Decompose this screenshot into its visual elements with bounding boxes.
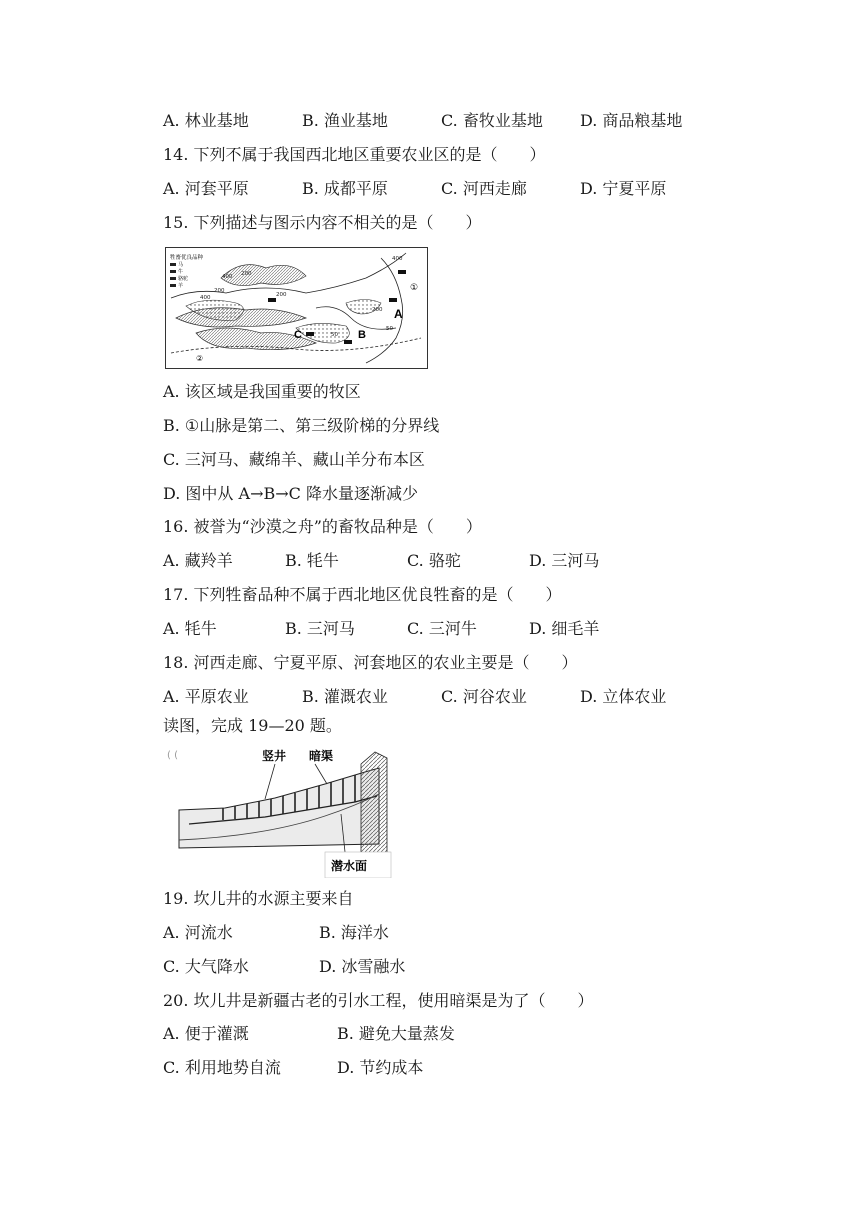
q15-option-c[interactable]: C. 三河马、藏绵羊、藏山羊分布本区 xyxy=(163,450,425,469)
q14-option-d[interactable]: D. 宁夏平原 xyxy=(580,179,667,198)
q18-option-a[interactable]: A. 平原农业 xyxy=(163,687,249,706)
q15-option-a[interactable]: A. 该区域是我国重要的牧区 xyxy=(163,382,361,401)
q15-stem: 15. 下列描述与图示内容不相关的是（ ） xyxy=(163,213,482,232)
contour-label: 200 xyxy=(276,292,287,298)
q16-option-b[interactable]: B. 牦牛 xyxy=(285,551,339,570)
contour-label: 50 xyxy=(386,326,393,332)
q14-stem: 14. 下列不属于我国西北地区重要农业区的是（ ） xyxy=(163,145,546,164)
q13-option-c[interactable]: C. 畜牧业基地 xyxy=(441,111,543,130)
q19-option-d[interactable]: D. 冰雪融水 xyxy=(319,957,406,976)
q16-option-c[interactable]: C. 骆驼 xyxy=(407,551,461,570)
q18-option-b[interactable]: B. 灌溉农业 xyxy=(302,687,388,706)
read-figure-intro: 读图，完成 19—20 题。 xyxy=(163,716,342,735)
q17-option-b[interactable]: B. 三河马 xyxy=(285,619,355,638)
legend-horse: 马 xyxy=(178,262,184,268)
q14-option-b[interactable]: B. 成都平原 xyxy=(302,179,388,198)
q20-stem: 20. 坎儿井是新疆古老的引水工程，使用暗渠是为了（ ） xyxy=(163,991,594,1010)
mountain-2-label: ② xyxy=(196,354,204,363)
northwest-livestock-map xyxy=(165,247,428,369)
contour-label: 50 xyxy=(331,332,338,338)
q13-option-a[interactable]: A. 林业基地 xyxy=(163,111,249,130)
shaft-label: 竖井 xyxy=(262,749,287,763)
q16-option-d[interactable]: D. 三河马 xyxy=(529,551,600,570)
q16-option-a[interactable]: A. 藏羚羊 xyxy=(163,551,233,570)
legend-title: 牲畜优良品种 xyxy=(170,255,204,261)
q17-stem: 17. 下列牲畜品种不属于西北地区优良牲畜的是（ ） xyxy=(163,585,562,604)
legend-camel: 骆驼 xyxy=(178,276,189,282)
q13-option-d[interactable]: D. 商品粮基地 xyxy=(580,111,683,130)
q17-option-a[interactable]: A. 牦牛 xyxy=(163,619,217,638)
legend-cattle: 牛 xyxy=(178,269,184,275)
legend-sheep: 羊 xyxy=(178,283,184,289)
q20-option-d[interactable]: D. 节约成本 xyxy=(337,1058,424,1077)
q18-option-d[interactable]: D. 立体农业 xyxy=(580,687,667,706)
contour-label: 400 xyxy=(222,274,233,280)
q14-option-c[interactable]: C. 河西走廊 xyxy=(441,179,527,198)
contour-label: 200 xyxy=(372,307,383,313)
water-table-label: 潜水面 xyxy=(331,859,368,873)
canal-label: 暗渠 xyxy=(309,749,334,763)
contour-label: 400 xyxy=(200,295,211,301)
q19-option-a[interactable]: A. 河流水 xyxy=(163,923,233,942)
mountain-1-label: ① xyxy=(410,283,419,293)
q18-stem: 18. 河西走廊、宁夏平原、河套地区的农业主要是（ ） xyxy=(163,653,578,672)
contour-label: 400 xyxy=(392,256,403,262)
svg-text:( (: ( ( xyxy=(167,750,178,761)
karez-drawing xyxy=(165,744,397,878)
point-b-label: B xyxy=(358,329,366,341)
q14-option-a[interactable]: A. 河套平原 xyxy=(163,179,249,198)
q19-option-c[interactable]: C. 大气降水 xyxy=(163,957,249,976)
point-c-label: C xyxy=(294,329,302,341)
q17-option-c[interactable]: C. 三河牛 xyxy=(407,619,477,638)
karez-diagram xyxy=(165,744,397,878)
contour-label: 200 xyxy=(241,271,252,277)
q20-option-b[interactable]: B. 避免大量蒸发 xyxy=(337,1024,455,1043)
q15-option-d[interactable]: D. 图中从 A→B→C 降水量逐渐减少 xyxy=(163,484,418,503)
q20-option-c[interactable]: C. 利用地势自流 xyxy=(163,1058,281,1077)
q13-option-b[interactable]: B. 渔业基地 xyxy=(302,111,388,130)
q18-option-c[interactable]: C. 河谷农业 xyxy=(441,687,527,706)
q15-option-b[interactable]: B. ①山脉是第二、第三级阶梯的分界线 xyxy=(163,416,440,435)
contour-label: 200 xyxy=(214,288,225,294)
map-drawing xyxy=(166,248,427,368)
q16-stem: 16. 被誉为“沙漠之舟”的畜牧品种是（ ） xyxy=(163,517,482,536)
q17-option-d[interactable]: D. 细毛羊 xyxy=(529,619,600,638)
point-a-label: A xyxy=(394,307,403,321)
q20-option-a[interactable]: A. 便于灌溉 xyxy=(163,1024,249,1043)
q19-option-b[interactable]: B. 海洋水 xyxy=(319,923,389,942)
q19-stem: 19. 坎儿井的水源主要来自 xyxy=(163,889,354,908)
